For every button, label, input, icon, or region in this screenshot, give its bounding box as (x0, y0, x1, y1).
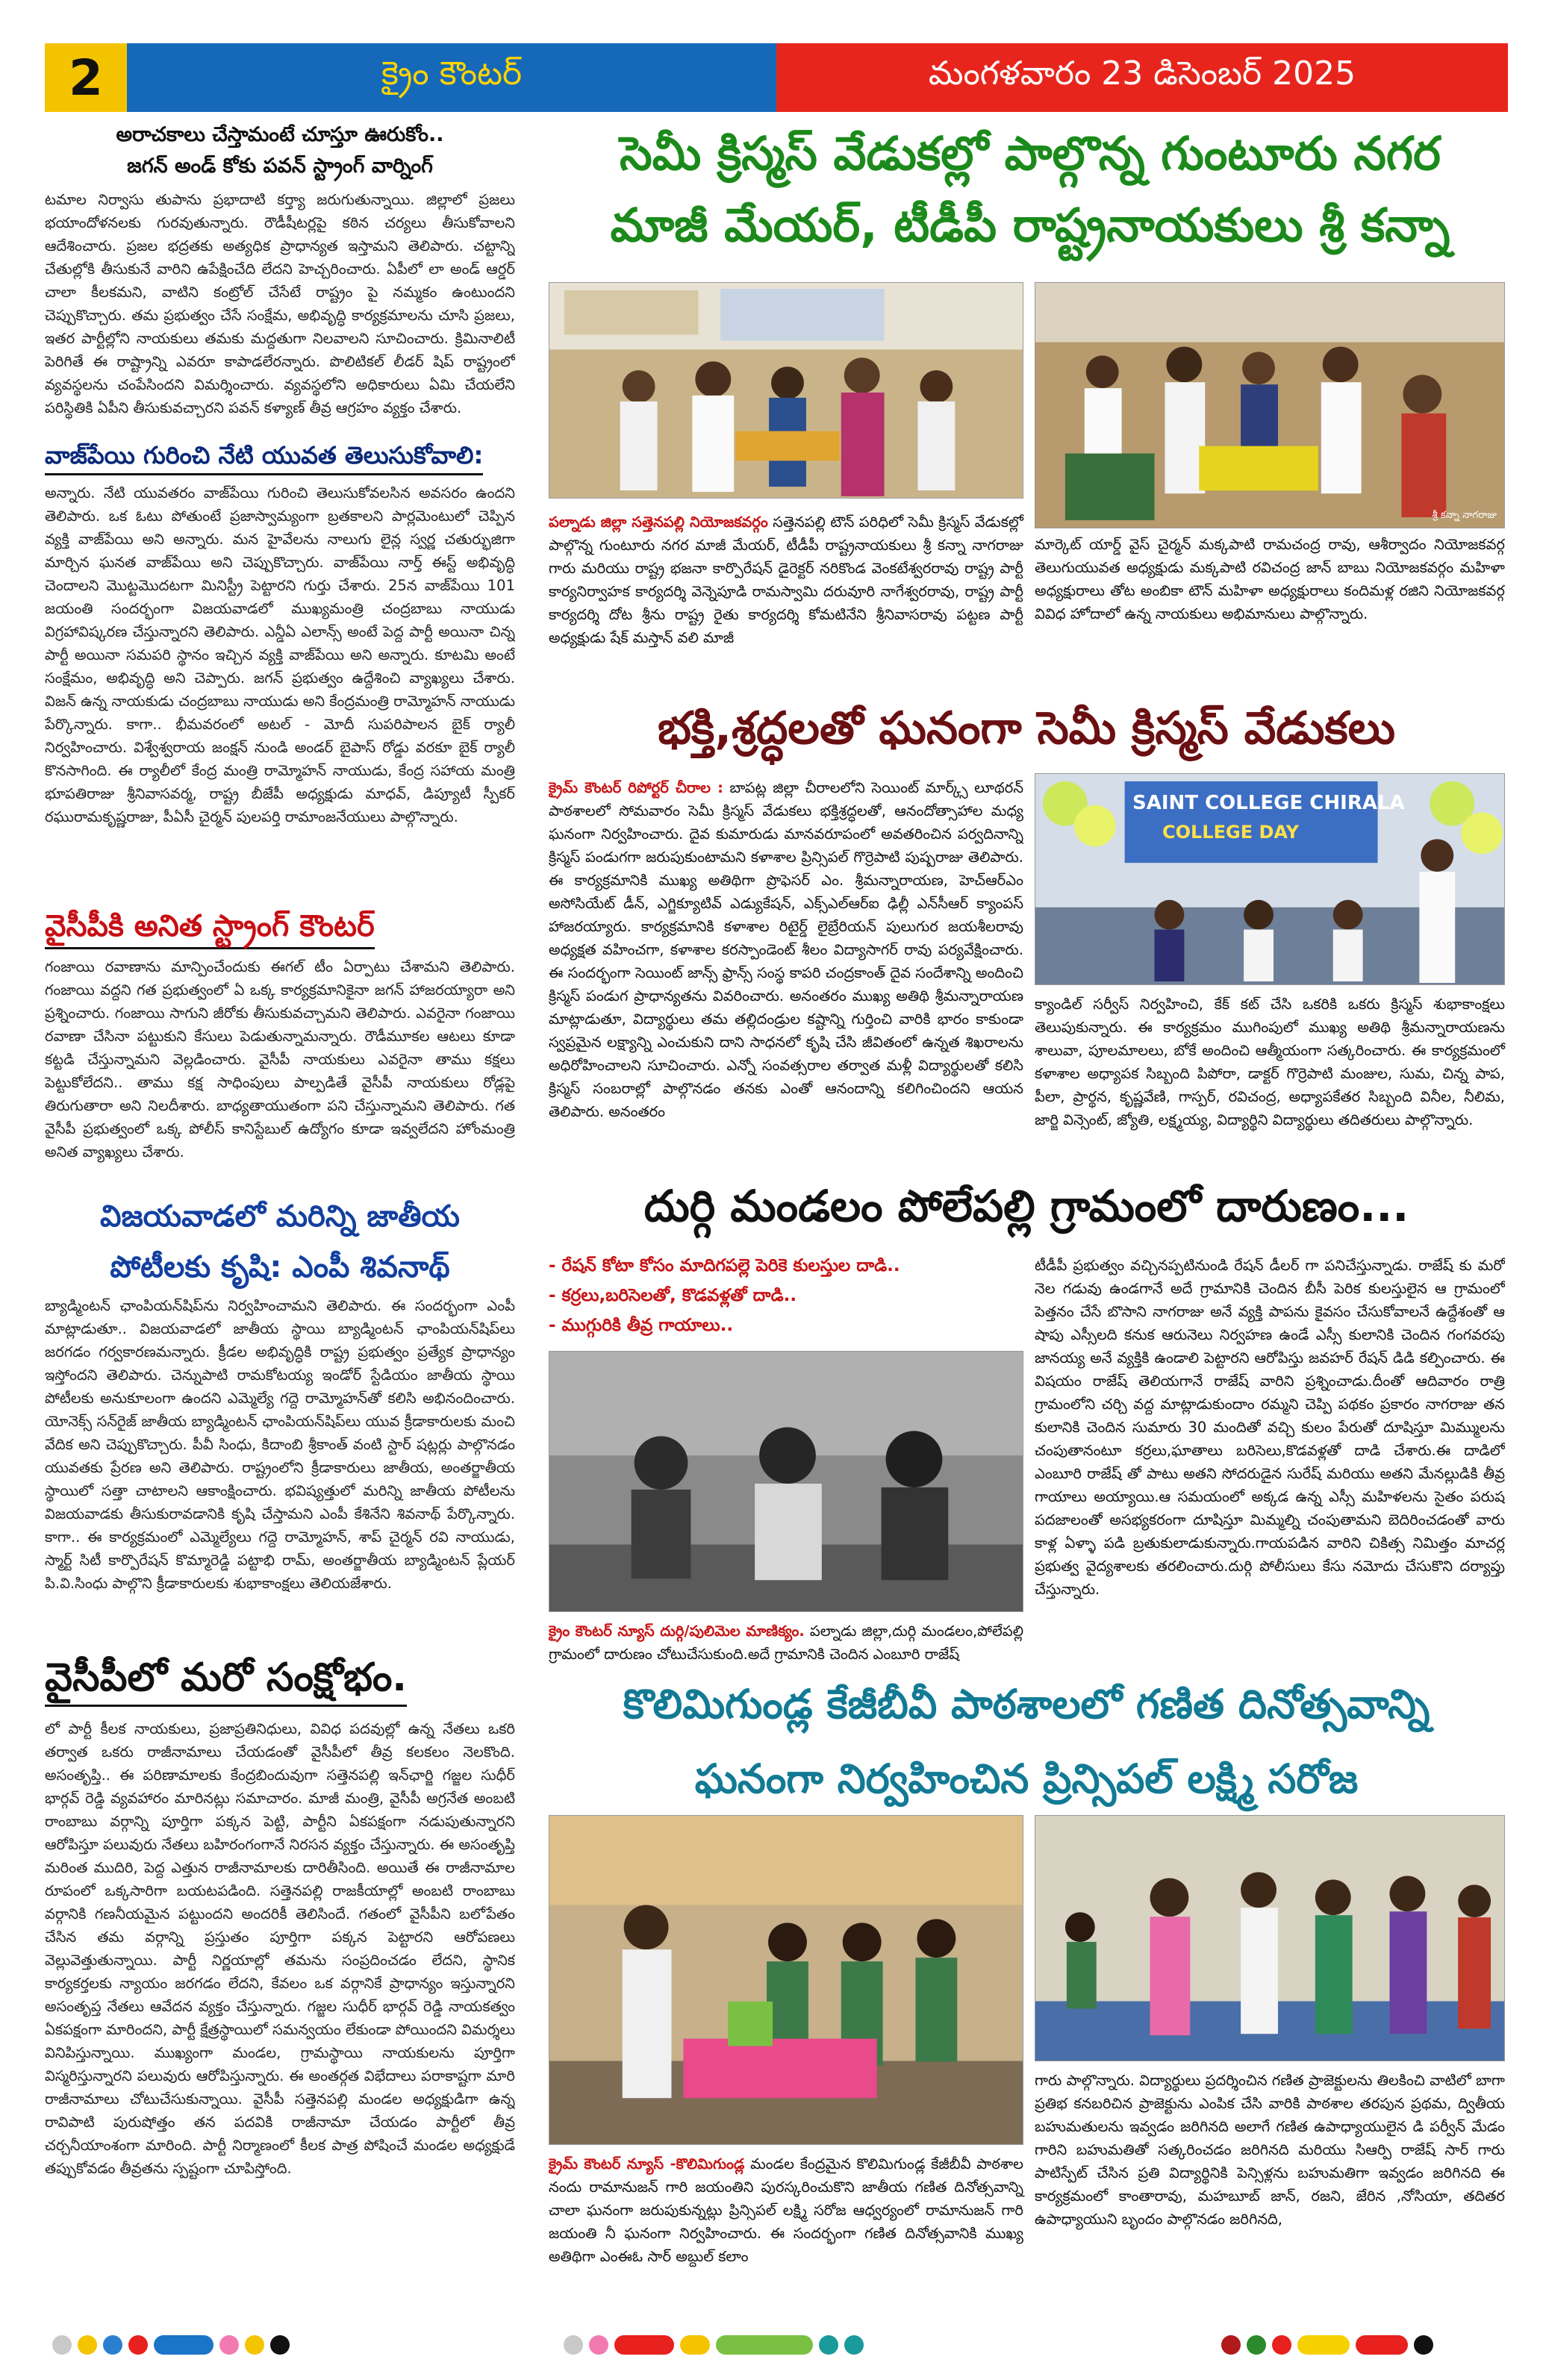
article-anitha-title: వైసీపీకి అనిత స్ట్రాంగ్ కౌంటర్ (45, 905, 515, 949)
footer-dot (589, 2335, 608, 2355)
article-chirala-body-right: క్యాండిల్ సర్వీస్ నిర్వహించి, కేక్ కట్ చేసి ఒకరికి ఒకరు క్రిస్మస్ శుభాకాంక్షలు తెలుపుకున్నారు. ఈ కార్యక్రమం ముగింపులో ముఖ్య అతిథి శ్రీమన్నారాయణను శాలువా, పూలమాలలు, బోకే అందించి ఆత్మీయంగా సత్కరించారు. ఈ కార్యక్రమంలో కళాశాల అధ్యాపక సిబ్బంది పిపోరా, డాక్టర్ గొర్రెపాటి మంజుల, సుమ, చిన్న పాప, పీలా, ప్రార్థన, కృష్ణవేణి, గాస్పర్, రవిచంద్ర, అధ్యాపకేతర సిబ్బంది వినీల, నీలిమ, జార్జి విన్సెంట్, జ్యోతి, లక్ష్మయ్య, విద్యార్థిని విద్యార్థులు తదితరులు పాల్గొన్నారు. (1035, 996, 1505, 1128)
headline-durgi: దుర్గి మండలం పోలేపల్లి గ్రామంలో దారుణం... (643, 1181, 1409, 1231)
photo-image (549, 1816, 1023, 2144)
footer-color-strip-center (564, 2334, 864, 2355)
footer-bar (680, 2335, 710, 2355)
footer-bar (716, 2335, 813, 2355)
footer-dot (245, 2335, 264, 2355)
headline-kanna: సెమీ క్రిస్మస్ వేడుకల్లో పాల్గొన్న గుంటూరు నగర మాజీ మేయర్, టీడీపీ రాష్ట్రనాయకులు శ్రీ కన్నా (610, 126, 1450, 252)
photo-image (1035, 283, 1504, 528)
photo-kgbv-left (549, 1815, 1023, 2145)
footer-dot (564, 2335, 583, 2355)
article-ysrcp-title: వైసీపీలో మరో సంక్షోభం. (45, 1651, 515, 1707)
photo-kgbv-right (1035, 1815, 1505, 2061)
durgi-bullets (549, 1251, 1023, 1340)
photo-image (549, 283, 1023, 498)
article-sivanath-title: విజయవాడలో మరిన్ని జాతీయ పోటీలకు కృషి: ఎంపీ శివనాథ్ (100, 1199, 460, 1284)
footer-dot (1272, 2335, 1291, 2355)
headline-kolimigundla: కొలిమిగుండ్ల కేజీబీవీ పాఠశాలలో గణిత దినోత్సవాన్ని ఘనంగా నిర్వహించిన ప్రిన్సిపల్ లక్ష్మి సరోజ (623, 1681, 1430, 1802)
footer-dot (52, 2335, 72, 2355)
headline-semi-christmas: భక్తి,శ్రద్ధలతో ఘనంగా సెమీ క్రిస్మస్ వేడుకలు (657, 702, 1396, 755)
article-pawan-body: టమాల నిర్వాసు తుపాను ప్రభాదాటి కర్త్యా జరుగుతున్నాయి. జిల్లాలో ప్రజలు భయాందోళనలకు గురవుతున్నారు. రౌడీషీటర్లపై కఠిన చర్యలు తీసుకోవాలని ఆదేశించారు. ప్రజల భద్రతకు అత్యధిక ప్రాధాన్యత ఇస్తామని తెలిపారు. చట్టాన్ని చేతుల్లోకి తీసుకునే వారిని ఉపేక్షించేది లేదని హెచ్చరించారు. ఏపీలో లా అండ్ ఆర్డర్ చాలా కీలకమని, వాటిని కంట్రోల్ చేసేటే రాష్ట్రం పై నమ్మకం ఉంటుందని చెప్పుకొచ్చారు. తమ ప్రభుత్వం చేసే సంక్షేమ, అభివృద్ధి కార్యక్రమాలను చూసి ప్రజలు, ఇతర పార్టీల్లోని నాయకులు తమకు మద్దతుగా నిలవాలని సూచించారు. క్రిమినాలిటీ పెరిగితే ఈ రాష్ట్రాన్ని ఎవరూ కాపాడలేరన్నారు. పొలిటికల్ లీడర్ షిప్ రాష్ట్రంలో వ్యవస్థలను చంపేసిందని విమర్శించారు. వ్యవస్థలోని అధికారులు ఏమి చేయలేని పరిస్థితికి ఏపీని తీసుకువచ్చారని పవన్ కళ్యాణ్ తీవ్ర ఆగ్రహం వ్యక్తం చేశారు. (45, 191, 515, 416)
article-chirala-body: క్రైమ్ కౌంటర్ రిపోర్టర్ చీరాల : బాపట్ల జిల్లా చీరాలలోని సెయింట్ మార్క్స్ లూథరన్ పాఠశాలలో సోమవారం సెమీ క్రిస్మస్ వేడుకలు భక్తిశ్రద్ధలతో, ఆనందోత్సాహాల మధ్య ఘనంగా నిర్వహించారు. దైవ కుమారుడు మానవరూపంలో అవతరించిన పర్వదినాన్ని క్రిస్మస్ పండుగగా జరుపుకుంటామని కళాశాల ప్రిన్సిపల్ గొర్రెపాటి పుష్పరాజు తెలిపారు. ఈ కార్యక్రమానికి ముఖ్య అతిథిగా ప్రొఫెసర్ ఎం. శ్రీమన్నారాయణ, హెచ్ఆర్‌ఎం అసోసియేట్ డీన్, ఎగ్జిక్యూటివ్ ఎడ్యుకేషన్, ఎక్స్‌ఎల్‌ఆర్ఐ ఢిల్లీ ఎన్‌సీఆర్ క్యాంపస్ హాజరయ్యారు. కార్యక్రమానికి కళాశాల రిటైర్డ్ లైబ్రేరియన్ పులుగుర జయశీలరావు అధ్యక్షత వహించగా, కళాశాల కరస్పాండెంట్ శీలం విద్యాసాగర్ రావు పర్యవేక్షించారు. ఈ సందర్భంగా సెయింట్ జాన్స్ ఫ్రాన్స్ సంస్థ కాపరి చంద్రకాంత్ దైవ సందేశాన్ని అందించి క్రిస్మస్ పండుగ ప్రాధాన్యతను వివరించారు. అనంతరం ముఖ్య అతిథి శ్రీమన్నారాయణ మాట్లాడుతూ, విద్యార్థులు తమ తల్లిదండ్రుల కష్టాన్ని గుర్తించి వారికి భారం కాకుండా స్వప్రమైన లక్ష్యాన్ని ఎంచుకుని దాని సాధనలో కృషి చేసి జీవితంలో ఉన్నత శిఖరాలను అధిరోహించాలని సూచించారు. ఎన్నో సంవత్సరాల తర్వాత మళ్లీ విద్యార్థులతో కలిసి క్రిస్మస్ సంబరాల్లో పాల్గొనడం తనకు ఎంతో ఆనందాన్ని కలిగించిందని ఆయన తెలిపారు. అనంతరం (549, 779, 1023, 1119)
footer-dot (1414, 2335, 1433, 2355)
footer-dot (128, 2335, 148, 2355)
left-column (45, 119, 515, 2251)
footer-color-strip-left (52, 2334, 290, 2355)
footer-bar (614, 2335, 674, 2355)
photo-banner-text: SAINT COLLEGE CHIRALA (1132, 792, 1405, 814)
publication-date: మంగళవారం 23 డిసెంబర్ 2025 (776, 43, 1508, 112)
photo-overlay-text: శ్రీ కన్నా నాగరాజు (1432, 510, 1497, 521)
bullet-item: - ముగ్గురికి తీవ్ర గాయాలు.. (549, 1316, 734, 1335)
footer-dot (1221, 2335, 1241, 2355)
footer-dot (844, 2335, 864, 2355)
newspaper-brand: క్రైం కౌంటర్ (127, 43, 776, 112)
article-durgi-body-right: టీడీపీ ప్రభుత్వం వచ్చినప్పటినుండి రేషన్ డీలర్ గా పనిచేస్తున్నాడు. రాజేష్ కు మరో నెల గడువు ఉండగానే అదే గ్రామానికి చెందిన బీసీ పెరిక కులస్తులైన ఆ గ్రామంలో పెత్తనం చేసే బొసాని నాగరాజు అనే వ్యక్తి పాపను కైవసం చేసుకోవాలనే ఉద్దేశంతో ఆ షాపు ఎస్సీలది కనుక ఆరునెలు నిర్వహణ ఉండే ఎస్సీ కులానికి చెందిన గంగవరపు జానయ్య అనే వ్యక్తికి ఉండాలి పెట్టారని ఆరోపిస్తు జవహర్ రేషన్ డిడి కల్పించారు. ఈ విషయం రాజేష్ తెలియగానే రాజేష్ వారిని ప్రశ్నించాడు.దీంతో ఆదివారం రాత్రి గ్రామంలోని చర్చి వద్ద మాట్లాడుకుందాం రమ్మని చెప్పి పథకం ప్రకారం నాగరాజు తన కులానికి చెందిన సుమారు 30 మందితో వచ్చి కులం పేరుతో దూషిస్తూ మిమ్ములను చంపుతానంటూ కర్రలు,ఘాతాలు బరిసెలు,కొడవళ్లతో దాడి చేశారు.ఈ దాడిలో ఎంబూరి రాజేష్ తో పాటు అతని సోదరుడైన సురేష్ మరియు అతని మేనల్లుడికి తీవ్ర గాయాలు అయ్యాయి.ఆ సమయంలో అక్కడ ఉన్న ఎస్సీ మహిళలను సైతం పరుష పదజాలంతో అసభ్యకరంగా దూషిస్తూ మిమ్మల్ని చంపుతామని బెదిరించడంతో వారు కాళ్ల ఏళ్ళా పడి బ్రతుకులాడుకున్నారు.గాయపడిన వారిని చికిత్స నిమిత్తం మాచర్ల ప్రభుత్వ వైద్యశాలకు తరలించారు.దుర్గి పోలీసులు కేసు నమోదు చేసుకొని దర్యాప్తు చేస్తున్నారు. (1035, 1257, 1505, 1598)
footer-dot (1247, 2335, 1266, 2355)
photo-kanna-event-left (549, 282, 1023, 499)
page-header (45, 43, 1508, 112)
footer-bar (154, 2335, 213, 2355)
footer-color-strip-right (1221, 2334, 1433, 2355)
article-vajpayee-body: అన్నారు. నేటి యువతరం వాజ్‌పేయి గురించి తెలుసుకోవలసిన అవసరం ఉందని తెలిపారు. ఒక ఓటు పోతుంటే ప్రజాస్వామ్యంగా బ్రతకాలని పార్లమెంటులో చెప్పిన వ్యక్తి వాజ్‌పేయి అని అన్నారు. మన హైవేలను నాలుగు లైన్ల స్వర్ణ చతుర్భుజిగా మార్చిన ఘనత వాజ్‌పేయి అని చెప్పుకొచ్చారు. వాజ్‌పేయి నార్త్ ఈస్ట్ అభివృద్ధి చెందాలని మొట్టమొదటగా మినిస్ట్రీ పెట్టారని గుర్తు చేశారు. 25న వాజ్‌పేయి 101 జయంతి సందర్భంగా విజయవాడలో ముఖ్యమంత్రి చంద్రబాబు నాయుడు విగ్రహావిష్కరణ చేస్తున్నారని తెలిపారు. ఎన్డీఏ ఎలాన్స్ అంటే పెద్ద పార్టీ అయినా చిన్న పార్టీ అయినా సమపరి స్థానం ఇచ్చిన వ్యక్తి వాజ్‌పేయి అని అన్నారు. కూటమి అంటే సంక్షేమం, అభివృద్ధి అని చెప్పారు. జగన్ ప్రభుత్వం ఉద్దేశించి వ్యాఖ్యలు చేశారు. విజన్ ఉన్న నాయకుడు చంద్రబాబు నాయుడు అని కేంద్రమంత్రి రామ్మోహన్ నాయుడు పేర్కొన్నారు. కాగా.. భీమవరంలో అటల్ - మోదీ సుపరిపాలన బైక్ ర్యాలీ నిర్వహించారు. విశ్వేశ్వరాయ జంక్షన్ నుండి అండర్ బైపాస్ రోడ్డు వరకూ బైక్ ర్యాలీ కొనసాగింది. ఈ ర్యాలీలో కేంద్ర మంత్రి రామ్మోహన్ నాయుడు, కేంద్ర సహాయ మంత్రి భూపతిరాజు శ్రీనివాసవర్మ, రాష్ట్ర బీజేపీ అధ్యక్షుడు మాధవ్, డిప్యూటీ స్పీకర్ రఘురామకృష్ణరాజు, పీఏసీ చైర్మన్ పులపర్తి రామాంజనేయులు పాల్గొన్నారు. (45, 484, 515, 825)
photo-image (1035, 1816, 1504, 2061)
page-number: 2 (45, 43, 127, 112)
photo-durgi-victims (549, 1351, 1023, 1612)
footer-dot (219, 2335, 239, 2355)
footer-bar (1356, 2335, 1408, 2355)
caption-kanna-right: మార్కెట్ యార్డ్ వైస్ చైర్మన్ మక్కపాటి రామచంద్ర రావు, ఆశీర్వాదం నియోజకవర్గ తెలుగుయువత అధ్యక్షుడు మక్కపాటి రవిచంద్ర జాన్ బాబు నియోజకవర్గం మహిళా అధ్యక్షురాలు తోట అంబికా టౌన్ మహిళా అధ్యక్షురాలు కందిమళ్ల రజిని నియోజకవర్గ వివిధ హోదాలో ఉన్న నాయకులు అభిమానులు పాల్గొన్నారు. (1035, 536, 1505, 622)
bullet-item: - రేషన్ కోటా కోసం మాదిగపల్లె పెరికె కులస్తుల దాడి.. (549, 1256, 900, 1275)
article-sivanath-body: బ్యాడ్మింటన్ ఛాంపియన్‌షిప్‌ను నిర్వహించామని తెలిపారు. ఈ సందర్భంగా ఎంపీ మాట్లాడుతూ.. విజయవాడలో జాతీయ స్థాయి బ్యాడ్మింటన్ ఛాంపియన్‌షిప్‌లు జరగడం గర్వకారణమన్నారు. క్రీడల అభివృద్ధికి రాష్ట్ర ప్రభుత్వం ప్రత్యేక ప్రాధాన్యం ఇస్తోందని తెలిపారు. చెన్నుపాటి రామకోటయ్య ఇండోర్ స్టేడియం జాతీయ స్థాయి పోటీలకు అనుకూలంగా ఉందని ఎమ్మెల్యే గద్దె రామ్మోహన్‌తో కలిసి అభినందించారు. యోనెక్స్ సన్‌రైజ్ జాతీయ బ్యాడ్మింటన్ ఛాంపియన్‌షిప్‌లు యువ క్రీడాకారులకు మంచి వేదిక అని చెప్పుకొచ్చారు. పీవీ సింధు, కిదాంబి శ్రీకాంత్ వంటి స్టార్ షట్లర్లు పాల్గొనడం యువతకు ప్రేరణ అని తెలిపారు. రాష్ట్రంలోని క్రీడాకారులు జాతీయ, అంతర్జాతీయ స్థాయిలో సత్తా చాటాలని ఆకాంక్షించారు. భవిష్యత్తులో మరిన్ని జాతీయ పోటీలను విజయవాడకు తీసుకురావడానికి కృషి చేస్తామని ఎంపీ కేశినేని శివనాథ్ పేర్కొన్నారు. కాగా.. ఈ కార్యక్రమంలో ఎమ్మెల్యేలు గద్దె రామ్మోహన్, శాప్ చైర్మన్ రవి నాయుడు, స్మార్ట్ సిటీ కార్పొరేషన్ కొమ్మారెడ్డి పట్టాభి రామ్, అంతర్జాతీయ బ్యాడ్మింటన్ ప్లేయర్ పి.వి.సింధు పాల్గొని క్రీడాకారులకు శుభాకాంక్షలు తెలియజేశారు. (45, 1297, 515, 1592)
article-anitha-body: గంజాయి రవాణాను మాన్పించేందుకు ఈగల్ టీం ఏర్పాటు చేశామని తెలిపారు. గంజాయి వద్దని గత ప్రభుత్వంలో ఏ ఒక్క కార్యక్రమానికైనా జగన్ హాజరయ్యారా అని ప్రశ్నించారు. గంజాయి సాగుని జీరోకు తీసుకువచ్చామని తెలిపారు. ఎవరైనా గంజాయి రవాణా చేసినా పట్టుకుని కేసులు పెడుతున్నామన్నారు. రౌడీమూకల ఆటలు కూడా కట్టడి చేస్తున్నామని వెల్లడించారు. వైసీపీ నాయకులు ఎవరైనా తాము కక్షలు పెట్టుకోలేదని.. తాము కక్ష సాధింపులు పాల్పడితే వైసీపీ నాయకులు రోడ్లపై తిరుగుతారా అని నిలదీశారు. బాధ్యతాయుతంగా పని చేస్తున్నామని తెలిపారు. గత వైసీపీ ప్రభుత్వంలో ఒక్క పోలీస్ కానిస్టేబుల్ ఉద్యోగం కూడా ఇవ్వలేదని హోంమంత్రి అనిత వ్యాఖ్యలు చేశారు. (45, 958, 515, 1161)
caption-kanna-left: పల్నాడు జిల్లా సత్తెనపల్లి నియోజకవర్గం సత్తెనపల్లి టౌన్ పరిధిలో సెమీ క్రిస్మస్ వేడుకల్లో పాల్గొన్న గుంటూరు నగర మాజీ మేయర్, టీడీపీ రాష్ట్రనాయకులు శ్రీ కన్నా నాగరాజు గారు మరియు రాష్ట్ర భజనా కార్పొరేషన్ డైరెక్టర్ నరికొండ వెంకటేశ్వరరావు రాష్ట్ర పార్టీ కార్యనిర్వాహక కార్యదర్శి వెన్నెపూడి రామస్వామి దరువూరి నాగేశ్వరరావు, రాష్ట్ర పార్టీ కార్యదర్శి దోట శ్రీను రాష్ట్ర రైతు కార్యదర్శి కోమటినేని శ్రీనివాసరావు పట్టణ పార్టీ అధ్యక్షుడు షేక్ మస్తాన్ వలి మాజీ (549, 513, 1023, 646)
photo-banner-text-2: COLLEGE DAY (1162, 822, 1300, 843)
footer-dot (819, 2335, 838, 2355)
caption-kgbv: క్రైమ్ కౌంటర్ న్యూస్ -కొలిమిగుండ్ల మండల కేంద్రమైన కొలిమిగుండ్ల కేజీబీవీ పాఠశాల నందు రామానుజన్ గారి జయంతిని పురస్కరించుకొని జాతీయ గణిత దినోత్సవాన్ని చాలా ఘనంగా జరుపుకున్నట్లు ప్రిన్సిపల్ లక్ష్మి సరోజ ఆధ్వర్యంలో రామానుజన్ గారి జయంతి నీ ఘనంగా నిర్వహించారు. ఈ సందర్భంగా గణిత దినోత్సవానికి ముఖ్య అతిథిగా ఎంఈఓ సార్ అబ్దుల్ కలాం (549, 2155, 1023, 2265)
photo-image (549, 1352, 1023, 1611)
footer-bar (1297, 2335, 1350, 2355)
photo-kanna-event-right (1035, 282, 1505, 528)
footer-dot (270, 2335, 290, 2355)
footer-dot (78, 2335, 97, 2355)
photo-chirala-college (1035, 773, 1505, 985)
article-vajpayee-title: వాజ్‌పేయి గురించి నేటి యువత తెలుసుకోవాలి: (45, 437, 515, 475)
footer-dot (103, 2335, 122, 2355)
article-pawan-title: అరాచకాలు చేస్తామంటే చూస్తూ ఊరుకోం.. జగన్ అండ్ కోకు పవన్ స్ట్రాంగ్ వార్నింగ్ (116, 123, 444, 178)
article-kgbv-body-right: గారు పాల్గొన్నారు. విద్యార్థులు ప్రదర్శించిన గణిత ప్రాజెక్టులను తిలకించి వాటిలో బాగా ప్రతిభ కనబరిచిన ప్రాజెక్టును ఎంపిక చేసి వారికి పాఠశాల తరపున ప్రథమ, ద్వితీయ బహుమతులను ఇవ్వడం జరిగినది అలాగే గణిత ఉపాధ్యాయులైన డి పర్వీన్ మేడం గారిని బహుమతితో సత్కరించడం జరిగినది మరియు సిఆర్పి రాజేష్ సార్ గారు పాటిస్పేట్ చేసిన ప్రతి విద్యార్థినికి పెన్సిళ్లను బహుమతిగా ఇవ్వడం జరిగినది ఈ కార్యక్రమంలో కాంతారావు, మహబూబ్ జాన్, రజని, జేరిన ,నోసియా, తదితర ఉపాధ్యాయుని బృందం పాల్గొనడం జరిగినది, (1035, 2072, 1505, 2228)
caption-durgi: క్రైం కౌంటర్ న్యూస్ దుర్గి/పులిమెల మాణిక్యం. పల్నాడు జిల్లా,దుర్గి మండలం,పోలేపల్లి గ్రామంలో దారుణం చోటుచేసుకుంది.అదే గ్రామానికి చెందిన ఎంబూరి రాజేష్ (549, 1622, 1023, 1663)
article-ysrcp-body: లో పార్టీ కీలక నాయకులు, ప్రజాప్రతినిధులు, వివిధ పదవుల్లో ఉన్న నేతలు ఒకరి తర్వాత ఒకరు రాజీనామాలు చేయడంతో వైసీపీలో తీవ్ర కలకలం నెలకొంది. అసంతృప్తి.. ఈ పరిణామాలకు కేంద్రబిందువుగా సత్తెనపల్లి ఇన్‌ఛార్జి గజ్జల సుధీర్ భార్గవ్ రెడ్డి వ్యవహారం మారినట్లు సమాచారం. మాజీ మంత్రి, వైసీపీ అగ్రనేత అంబటి రాంబాబు వర్గాన్ని పూర్తిగా పక్కన పెట్టి, పార్టీని ఏకపక్షంగా నడుపుతున్నారని ఆరోపిస్తూ పలువురు నేతలు బహిరంగంగానే నిరసన వ్యక్తం చేస్తున్నారు. ఈ అసంతృప్తి మరింత ముదిరి, పెద్ద ఎత్తున రాజీనామాలకు దారితీసింది. అయితే ఈ రాజీనామాల రూపంలో ఒక్కసారిగా బయటపడింది. సత్తెనపల్లి రాజకీయాల్లో అంబటి రాంబాబు వర్గానికి గణనీయమైన పట్టుందని అందరికీ తెలిసిందే. గతంలో వైసీపీని బలోపేతం చేసిన తమ వర్గాన్ని ప్రస్తుతం పూర్తిగా పక్కన పెట్టారని ఆరోపణలు వెల్లువెత్తుతున్నాయి. పార్టీ నిర్ణయాల్లో తమను సంప్రదించడం లేదని, స్థానిక కార్యకర్తలకు న్యాయం జరగడం లేదని, కేవలం ఒక వర్గానికే ప్రాధాన్యం ఇస్తున్నారని అసంతృప్త నేతలు ఆవేదన వ్యక్తం చేస్తున్నారు. గజ్జల సుధీర్ భార్గవ్ రెడ్డి నాయకత్వం ఏకపక్షంగా మారిందని, పార్టీ క్షేత్రస్థాయిలో సమన్వయం లేకుండా పోయిందని విమర్శలు వినిపిస్తున్నాయి. ముఖ్యంగా మండల, గ్రామస్థాయి నాయకులను పూర్తిగా విస్మరిస్తున్నారని పలువురు ఆరోపిస్తున్నారు. ఈ అంతర్గత విభేదాలు పరాకాష్టగా మారి రాజీనామాలు చోటుచేసుకున్నాయి. వైసీపీ సత్తెనపల్లి మండల అధ్యక్షుడిగా ఉన్న రావిపాటి పురుషోత్తం తన పదవికి రాజీనామా చేయడం పార్టీలో తీవ్ర చర్చనీయాంశంగా మారింది. పార్టీ నిర్మాణంలో కీలక పాత్ర పోషించే మండల అధ్యక్షుడే తప్పుకోవడం తీవ్రతను స్పష్టంగా చూపిస్తోంది. (45, 1720, 515, 2177)
bullet-item: - కర్రలు,బరిసెలతో, కొడవళ్లతో దాడి.. (549, 1286, 797, 1305)
